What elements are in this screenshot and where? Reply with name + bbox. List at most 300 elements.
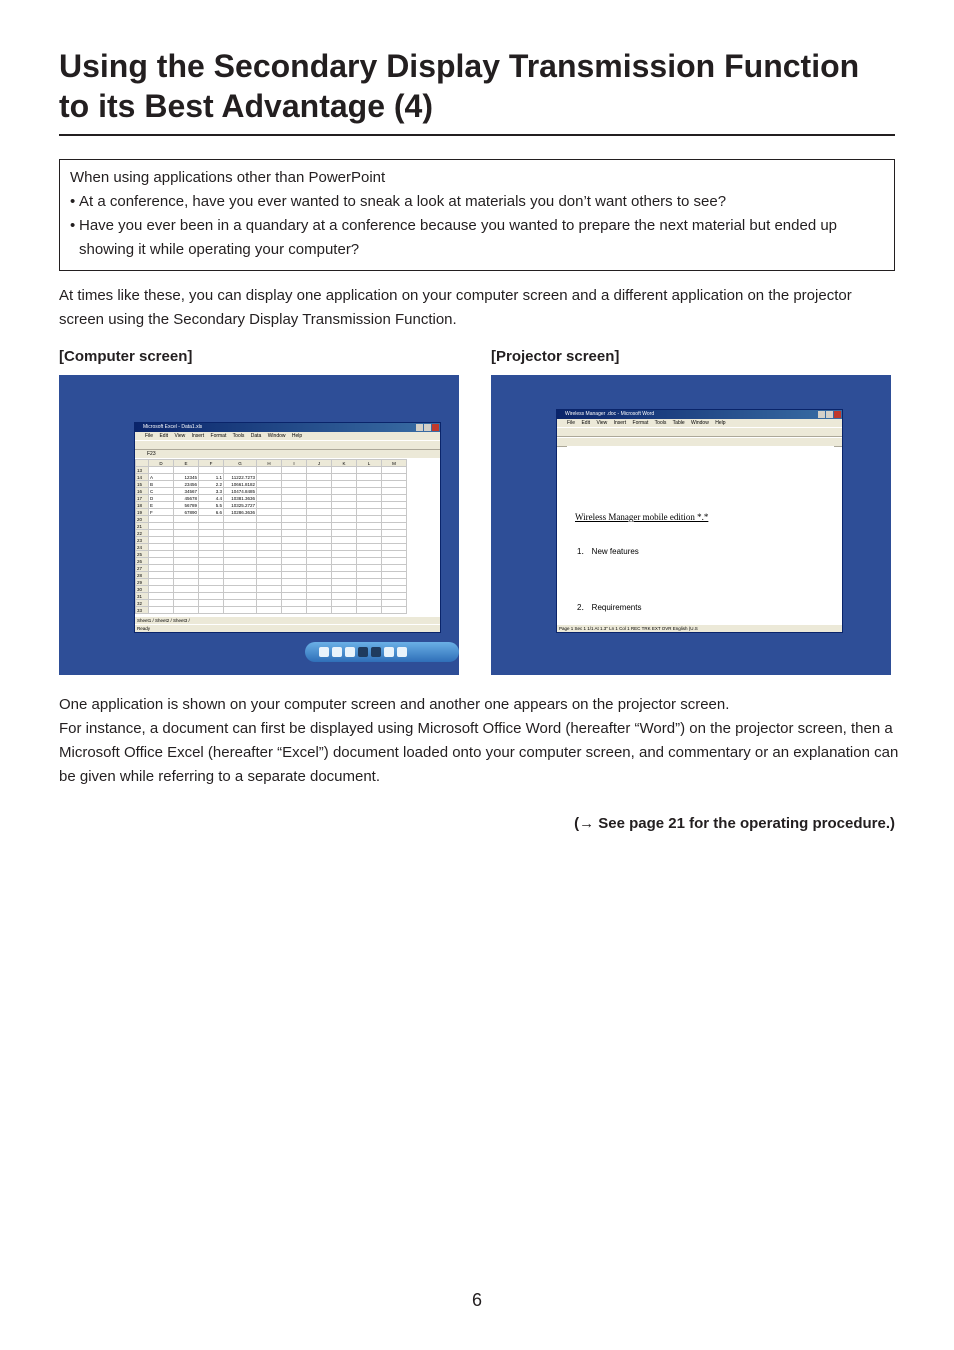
cell[interactable] (382, 586, 407, 593)
table-row[interactable] (136, 488, 407, 495)
table-row[interactable] (136, 600, 407, 607)
page-title (59, 46, 899, 126)
cell[interactable] (149, 551, 174, 558)
cell[interactable] (174, 551, 199, 558)
cell[interactable] (332, 593, 357, 600)
cell[interactable] (199, 593, 224, 600)
cell[interactable] (257, 565, 282, 572)
menu-view[interactable]: View (174, 433, 186, 439)
cell[interactable] (224, 516, 257, 523)
cell[interactable] (224, 572, 257, 579)
cell[interactable] (382, 488, 407, 495)
row-header[interactable]: 22 (136, 530, 149, 537)
row-header[interactable]: 14 (136, 474, 149, 481)
cell[interactable] (307, 516, 332, 523)
table-row[interactable] (136, 530, 407, 537)
cell[interactable]: 3.3 (199, 488, 224, 495)
cell[interactable] (332, 558, 357, 565)
table-row[interactable] (136, 474, 407, 481)
cell[interactable] (382, 474, 407, 481)
row-header[interactable]: 18 (136, 502, 149, 509)
cell[interactable] (257, 516, 282, 523)
cell[interactable] (199, 565, 224, 572)
cell[interactable] (307, 572, 332, 579)
table-row[interactable] (136, 558, 407, 565)
minimize-icon[interactable] (416, 424, 423, 431)
table-row[interactable] (136, 572, 407, 579)
cell[interactable] (282, 579, 307, 586)
cell[interactable]: 4.4 (199, 495, 224, 502)
cell[interactable] (332, 488, 357, 495)
menu-insert[interactable]: Insert (613, 420, 627, 426)
cell[interactable] (307, 530, 332, 537)
cell[interactable] (382, 495, 407, 502)
cell[interactable] (382, 579, 407, 586)
cell[interactable] (174, 530, 199, 537)
cell[interactable] (382, 572, 407, 579)
cell[interactable] (332, 607, 357, 614)
cell[interactable] (307, 502, 332, 509)
cell[interactable] (357, 523, 382, 530)
cell[interactable] (149, 544, 174, 551)
cell[interactable] (382, 523, 407, 530)
cell[interactable] (332, 474, 357, 481)
cell[interactable] (357, 537, 382, 544)
cell[interactable] (257, 537, 282, 544)
row-header[interactable]: 13 (136, 467, 149, 474)
cell[interactable] (307, 565, 332, 572)
cell[interactable] (174, 558, 199, 565)
cell[interactable]: 34567 (174, 488, 199, 495)
cell[interactable] (149, 516, 174, 523)
menu-format[interactable]: Format (210, 433, 227, 439)
cell[interactable] (224, 537, 257, 544)
cell[interactable] (382, 530, 407, 537)
cell[interactable] (224, 565, 257, 572)
column-header[interactable]: D (149, 460, 174, 467)
row-header[interactable]: 19 (136, 509, 149, 516)
cell[interactable] (149, 607, 174, 614)
cell[interactable] (282, 586, 307, 593)
cell[interactable] (257, 607, 282, 614)
table-row[interactable] (136, 502, 407, 509)
cell[interactable]: 1.1 (199, 474, 224, 481)
cell[interactable] (199, 600, 224, 607)
cell[interactable] (307, 467, 332, 474)
table-row[interactable] (136, 495, 407, 502)
menu-view[interactable]: View (596, 420, 608, 426)
cell[interactable] (282, 544, 307, 551)
cell[interactable] (174, 565, 199, 572)
cell[interactable] (149, 572, 174, 579)
menu-file[interactable]: File (567, 420, 576, 426)
row-header[interactable]: 25 (136, 551, 149, 558)
row-header[interactable]: 16 (136, 488, 149, 495)
cell[interactable] (282, 593, 307, 600)
cell[interactable] (282, 481, 307, 488)
cell[interactable]: F (149, 509, 174, 516)
wireless-manager-toolbar[interactable] (305, 642, 459, 662)
table-row[interactable] (136, 586, 407, 593)
cell[interactable] (332, 467, 357, 474)
word-document-area[interactable] (567, 446, 834, 624)
cell[interactable] (174, 593, 199, 600)
cell[interactable] (149, 565, 174, 572)
cell[interactable] (174, 586, 199, 593)
cell[interactable] (332, 537, 357, 544)
row-header[interactable]: 20 (136, 516, 149, 523)
menu-edit[interactable]: Edit (581, 420, 591, 426)
cell[interactable]: 12345 (174, 474, 199, 481)
cell[interactable] (307, 537, 332, 544)
row-header[interactable]: 23 (136, 537, 149, 544)
star-icon[interactable] (319, 647, 329, 657)
column-header[interactable]: J (307, 460, 332, 467)
cell[interactable] (282, 600, 307, 607)
cell[interactable] (199, 607, 224, 614)
cell[interactable] (357, 481, 382, 488)
cell[interactable] (282, 474, 307, 481)
cell[interactable] (307, 600, 332, 607)
cell[interactable] (307, 558, 332, 565)
cell[interactable] (382, 551, 407, 558)
sheet-tabs[interactable]: Sheet1 / Sheet2 / Sheet3 / (135, 617, 440, 624)
cell[interactable] (257, 600, 282, 607)
signal-icon[interactable] (358, 647, 368, 657)
cell[interactable] (224, 600, 257, 607)
cell[interactable] (174, 523, 199, 530)
row-header[interactable]: 26 (136, 558, 149, 565)
table-row[interactable] (136, 509, 407, 516)
cell[interactable] (257, 481, 282, 488)
cell[interactable] (257, 572, 282, 579)
cell[interactable] (257, 467, 282, 474)
cell[interactable] (257, 586, 282, 593)
cell[interactable] (149, 530, 174, 537)
cell[interactable] (199, 516, 224, 523)
cell[interactable] (307, 488, 332, 495)
cell[interactable]: 23456 (174, 481, 199, 488)
cell[interactable] (332, 551, 357, 558)
cell[interactable] (382, 537, 407, 544)
cell[interactable] (224, 593, 257, 600)
row-header[interactable]: 21 (136, 523, 149, 530)
cell[interactable] (282, 530, 307, 537)
cell[interactable] (282, 488, 307, 495)
cell[interactable] (174, 607, 199, 614)
menu-insert[interactable]: Insert (191, 433, 205, 439)
cell[interactable] (382, 509, 407, 516)
cell[interactable] (282, 467, 307, 474)
cell[interactable] (149, 467, 174, 474)
cell[interactable] (199, 523, 224, 530)
table-row[interactable] (136, 593, 407, 600)
cell[interactable] (149, 558, 174, 565)
cell[interactable] (257, 593, 282, 600)
cell[interactable] (282, 558, 307, 565)
row-header[interactable]: 30 (136, 586, 149, 593)
row-header[interactable]: 28 (136, 572, 149, 579)
cell[interactable] (382, 607, 407, 614)
cell[interactable] (307, 593, 332, 600)
column-header[interactable]: L (357, 460, 382, 467)
cell[interactable] (257, 502, 282, 509)
menu-help[interactable]: Help (715, 420, 726, 426)
column-header[interactable]: K (332, 460, 357, 467)
cell[interactable] (149, 600, 174, 607)
cell[interactable] (357, 593, 382, 600)
maximize-icon[interactable] (424, 424, 431, 431)
cell[interactable] (382, 467, 407, 474)
cell[interactable]: 10286.3636 (224, 509, 257, 516)
close-icon[interactable] (432, 424, 439, 431)
cell[interactable] (174, 572, 199, 579)
cell[interactable]: D (149, 495, 174, 502)
cell[interactable] (382, 481, 407, 488)
table-row[interactable] (136, 537, 407, 544)
cell[interactable] (332, 509, 357, 516)
cell[interactable] (257, 495, 282, 502)
cell[interactable] (257, 579, 282, 586)
cell[interactable] (357, 572, 382, 579)
cell[interactable] (357, 579, 382, 586)
row-header[interactable]: 27 (136, 565, 149, 572)
cell[interactable] (224, 586, 257, 593)
cell[interactable] (282, 495, 307, 502)
cell[interactable] (307, 474, 332, 481)
cell[interactable]: 10325.2727 (224, 502, 257, 509)
cell[interactable] (307, 579, 332, 586)
cell[interactable] (307, 495, 332, 502)
cell[interactable] (357, 509, 382, 516)
cell[interactable] (382, 565, 407, 572)
cell[interactable] (282, 502, 307, 509)
cell[interactable] (199, 551, 224, 558)
row-header[interactable]: 24 (136, 544, 149, 551)
cell[interactable] (257, 474, 282, 481)
cell[interactable] (224, 607, 257, 614)
cell[interactable] (199, 537, 224, 544)
menu-file[interactable]: File (145, 433, 154, 439)
cell[interactable] (282, 537, 307, 544)
cell[interactable] (332, 579, 357, 586)
cell[interactable] (332, 586, 357, 593)
cell[interactable] (224, 467, 257, 474)
menu-format[interactable]: Format (632, 420, 649, 426)
row-header[interactable]: 15 (136, 481, 149, 488)
row-header[interactable]: 31 (136, 593, 149, 600)
cell[interactable] (174, 516, 199, 523)
cell[interactable] (382, 544, 407, 551)
cell[interactable]: 2.2 (199, 481, 224, 488)
cell[interactable] (357, 467, 382, 474)
cell[interactable] (257, 558, 282, 565)
cell[interactable] (174, 537, 199, 544)
cell[interactable] (357, 502, 382, 509)
column-header[interactable]: G (224, 460, 257, 467)
cell[interactable] (332, 502, 357, 509)
cell[interactable] (357, 488, 382, 495)
row-header[interactable]: 29 (136, 579, 149, 586)
cell[interactable]: C (149, 488, 174, 495)
cell[interactable] (257, 488, 282, 495)
cell[interactable] (357, 600, 382, 607)
intro-heading: When using applications other than PowerPoint (70, 169, 386, 186)
cell[interactable]: 56789 (174, 502, 199, 509)
menu-help[interactable]: Help (291, 433, 303, 439)
row-header[interactable]: 17 (136, 495, 149, 502)
cell[interactable]: 5.5 (199, 502, 224, 509)
cell[interactable]: 10381.3636 (224, 495, 257, 502)
cell[interactable]: E (149, 502, 174, 509)
cell[interactable] (257, 523, 282, 530)
column-header[interactable]: M (382, 460, 407, 467)
menu-tools[interactable]: Tools (232, 433, 245, 439)
cell[interactable] (382, 600, 407, 607)
minimize-icon[interactable] (818, 411, 825, 418)
cell[interactable]: A (149, 474, 174, 481)
cell[interactable]: 10661.8182 (224, 481, 257, 488)
table-row[interactable] (136, 565, 407, 572)
cell[interactable] (307, 586, 332, 593)
play-icon[interactable] (345, 647, 355, 657)
cell[interactable] (199, 586, 224, 593)
cell[interactable] (224, 551, 257, 558)
column-header[interactable]: H (257, 460, 282, 467)
volume-icon[interactable] (384, 647, 394, 657)
cell[interactable] (282, 509, 307, 516)
cell[interactable] (307, 544, 332, 551)
cell[interactable] (332, 495, 357, 502)
cell[interactable] (199, 467, 224, 474)
name-box[interactable]: F23 (147, 451, 156, 457)
antenna-icon[interactable] (371, 647, 381, 657)
menu-window[interactable]: Window (267, 433, 286, 439)
table-row[interactable] (136, 579, 407, 586)
cell[interactable] (357, 495, 382, 502)
cell[interactable] (332, 600, 357, 607)
menu-window[interactable]: Window (691, 420, 709, 426)
column-header[interactable]: E (174, 460, 199, 467)
table-row[interactable] (136, 523, 407, 530)
cell[interactable] (224, 544, 257, 551)
cell[interactable] (199, 558, 224, 565)
cell[interactable] (149, 523, 174, 530)
cell[interactable]: 45678 (174, 495, 199, 502)
cell[interactable] (332, 481, 357, 488)
cell[interactable] (357, 586, 382, 593)
cell[interactable] (174, 467, 199, 474)
cell[interactable] (174, 544, 199, 551)
cell[interactable] (382, 502, 407, 509)
cell[interactable] (257, 509, 282, 516)
cell[interactable] (174, 600, 199, 607)
cell[interactable] (307, 509, 332, 516)
cell[interactable] (307, 481, 332, 488)
menu-edit[interactable]: Edit (159, 433, 169, 439)
cell[interactable] (174, 579, 199, 586)
table-row[interactable] (136, 516, 407, 523)
cell[interactable] (224, 530, 257, 537)
cell[interactable] (332, 544, 357, 551)
cell[interactable] (282, 523, 307, 530)
cell[interactable]: 6.6 (199, 509, 224, 516)
cell[interactable] (224, 523, 257, 530)
cell[interactable] (282, 607, 307, 614)
cell[interactable] (282, 565, 307, 572)
cell[interactable] (307, 607, 332, 614)
column-header[interactable]: F (199, 460, 224, 467)
cell[interactable] (332, 572, 357, 579)
cell[interactable] (332, 516, 357, 523)
cell[interactable]: 67890 (174, 509, 199, 516)
column-header[interactable]: I (282, 460, 307, 467)
cell[interactable] (357, 516, 382, 523)
stop-icon[interactable] (332, 647, 342, 657)
cell[interactable]: B (149, 481, 174, 488)
table-row[interactable] (136, 467, 407, 474)
cell[interactable] (257, 530, 282, 537)
table-row[interactable] (136, 544, 407, 551)
menu-table[interactable]: Table (672, 420, 685, 426)
row-header[interactable]: 32 (136, 600, 149, 607)
cell[interactable] (307, 551, 332, 558)
cell[interactable] (382, 558, 407, 565)
cell[interactable]: 11222.7273 (224, 474, 257, 481)
cell[interactable] (282, 551, 307, 558)
cell[interactable] (357, 544, 382, 551)
cell[interactable] (199, 579, 224, 586)
row-header[interactable]: 33 (136, 607, 149, 614)
table-row[interactable] (136, 607, 407, 614)
explanation-line2: For instance, a document can first be displayed using Microsoft Office Word (hereafter “Word”) on the projector screen, then a Microsoft Office Excel (hereafter “Excel”) document loaded onto your computer screen, and commentary or an explanation can be given while referring to a separate document. (59, 720, 899, 785)
cell[interactable] (357, 558, 382, 565)
cell[interactable] (282, 572, 307, 579)
cell[interactable] (357, 530, 382, 537)
cell[interactable] (224, 579, 257, 586)
cell[interactable] (149, 593, 174, 600)
cell[interactable] (224, 558, 257, 565)
close-icon[interactable] (834, 411, 841, 418)
cell[interactable] (149, 537, 174, 544)
cell[interactable] (357, 474, 382, 481)
cell[interactable] (257, 544, 282, 551)
cell[interactable] (149, 579, 174, 586)
cell[interactable] (357, 551, 382, 558)
cell[interactable] (307, 523, 332, 530)
cell[interactable]: 10474.8485 (224, 488, 257, 495)
table-row[interactable] (136, 551, 407, 558)
cell[interactable] (149, 586, 174, 593)
cell[interactable] (199, 530, 224, 537)
menu-tools[interactable]: Tools (654, 420, 667, 426)
cell[interactable] (257, 551, 282, 558)
keyboard-icon[interactable] (397, 647, 407, 657)
table-row[interactable] (136, 481, 407, 488)
cell[interactable] (332, 530, 357, 537)
cell[interactable] (282, 516, 307, 523)
cell[interactable] (357, 607, 382, 614)
cell[interactable] (332, 523, 357, 530)
cell[interactable] (332, 565, 357, 572)
maximize-icon[interactable] (826, 411, 833, 418)
cell[interactable] (382, 593, 407, 600)
cell[interactable] (382, 516, 407, 523)
menu-data[interactable]: Data (250, 433, 262, 439)
cell[interactable] (357, 565, 382, 572)
cell[interactable] (199, 544, 224, 551)
cell[interactable] (199, 572, 224, 579)
